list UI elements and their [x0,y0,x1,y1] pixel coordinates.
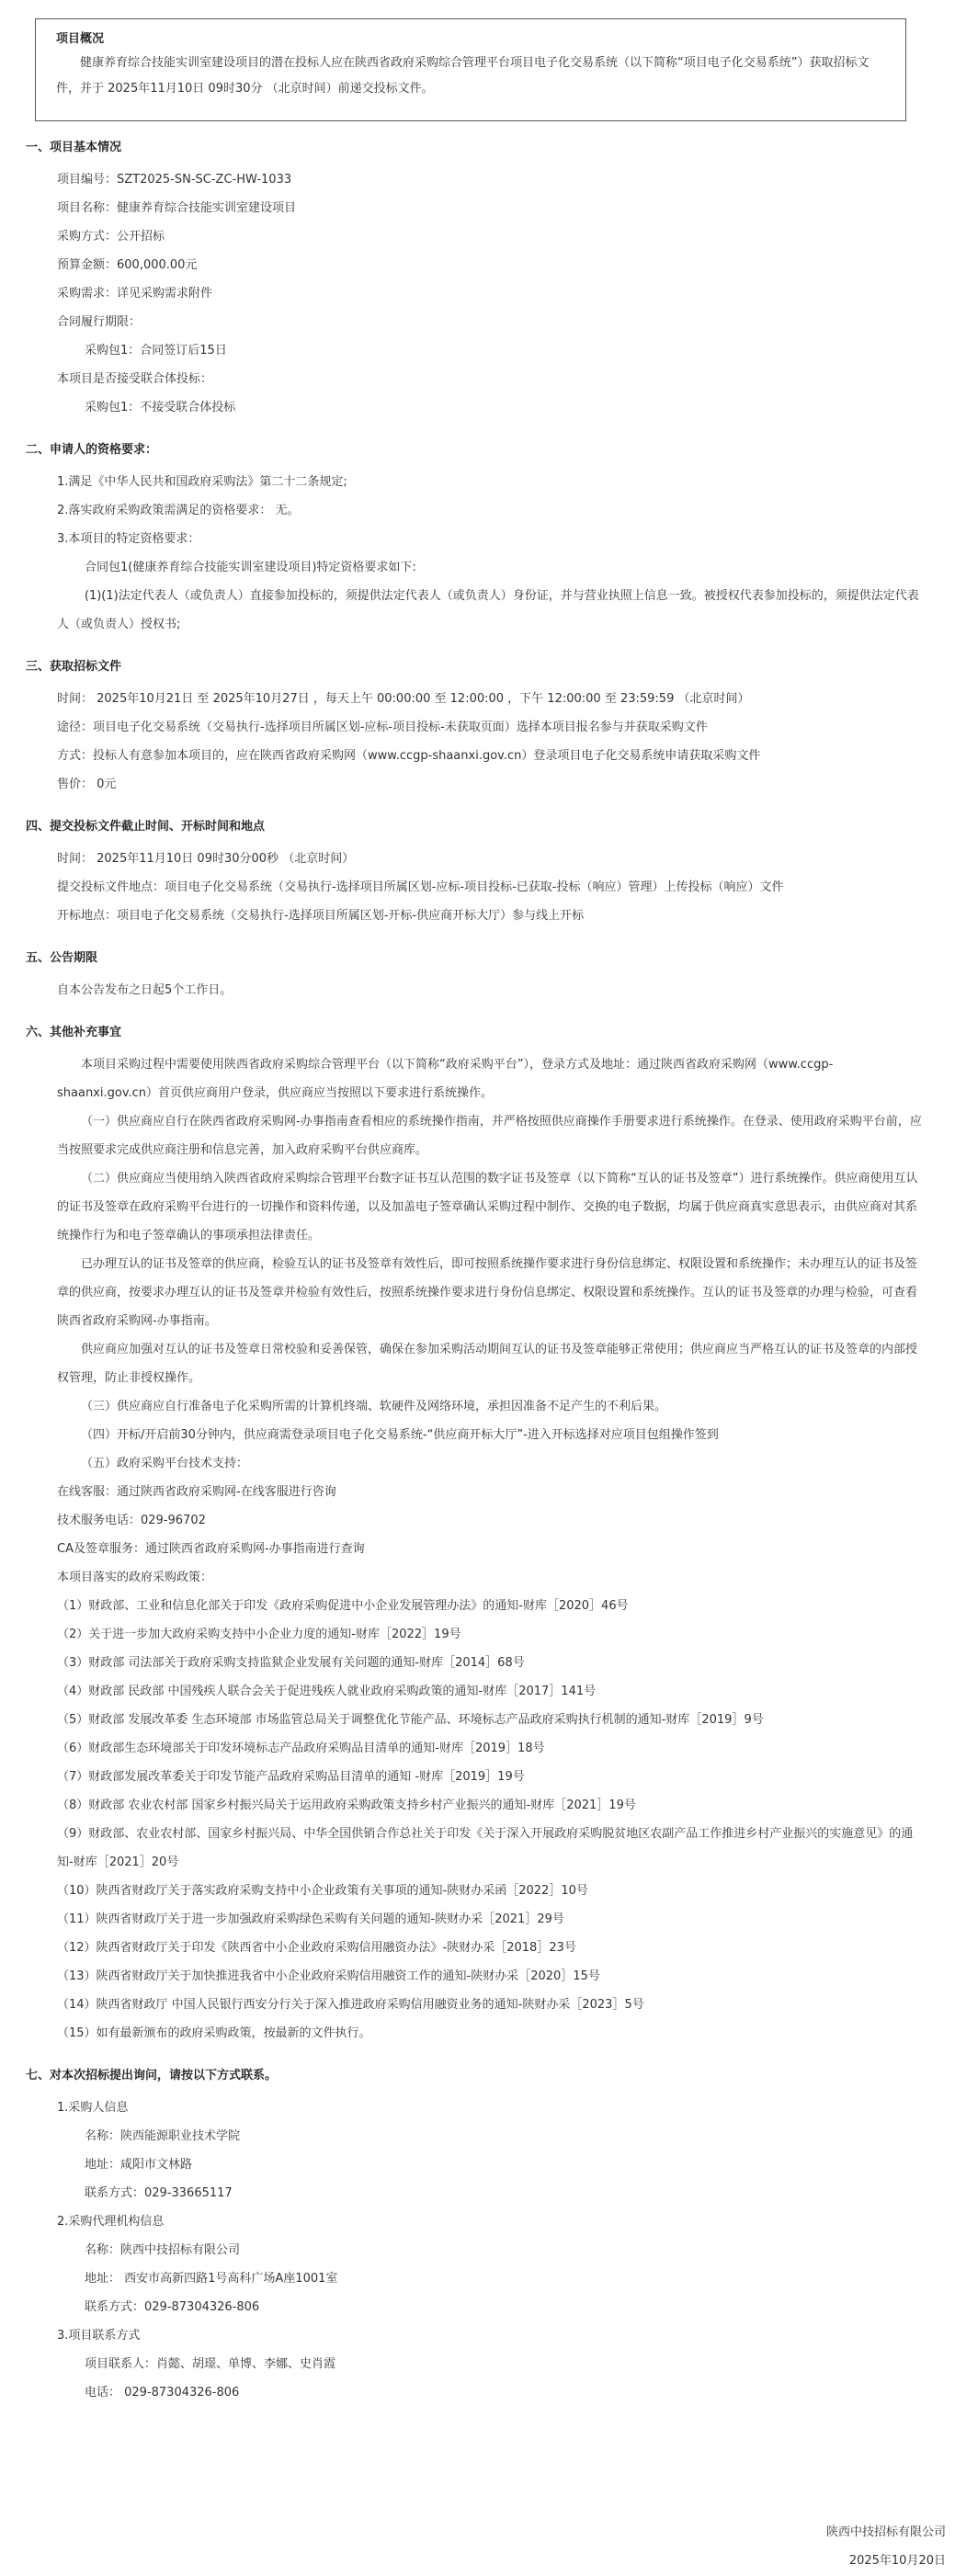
qualification-3: 3.本项目的特定资格要求： [57,532,200,546]
other-paragraph-certificate: （二）供应商应当使用纳入陕西省政府采购综合管理平台数字证书互认范围的数字证书及签章（以下简称“互认的证书及签章”）进行系统操作。供应商使用互认的证书及签章在政府采购平台进行的一切操作和资料传递，以及加盖电子签章确认采购过程中制作、交换的电子数据，均属于供应商真实意思表示，由供应商对其系统操作行为和电子签章确认的事项承担法律责任。 [57,1172,918,1243]
contact-heading: 3.项目联系方式 [57,2329,141,2343]
footer-organization: 陕西中技招标有限公司 [825,2525,946,2539]
project-number: 项目编号：SZT2025-SN-SC-ZC-HW-1033 [57,173,292,187]
policy-item: （6）财政部生态环境部关于印发环境标志产品政府采购品目清单的通知-财库［2019］18号 [57,1742,545,1755]
contact-phone: 电话： 029-87304326-806 [85,2386,240,2400]
footer-signature [578,2518,946,2575]
policy-item: （11）陕西省财政厅关于进一步加强政府采购绿色采购有关问题的通知-陕财办采［2021］29号 [57,1912,564,1926]
policy-item: （14）陕西省财政厅 中国人民银行西安分行关于深入推进政府采购信用融资业务的通知-陕财办采［2023］5号 [57,1998,644,2012]
policy-item: （1）财政部、工业和信息化部关于印发《政府采购促进中小企业发展管理办法》的通知-财库［2020］46号 [57,1599,629,1613]
purchaser-heading: 1.采购人信息 [57,2101,129,2115]
consortium-bidding: 本项目是否接受联合体投标： [57,372,213,386]
other-paragraph-platform: 本项目采购过程中需要使用陕西省政府采购综合管理平台（以下简称“政府采购平台”），登录方式及地址：通过陕西省政府采购网（www.ccgp-shaanxi.gov.cn）首页供应商用户登录，供应商应当按照以下要求进行系统操作。 [57,1058,834,1100]
section-title-contact: 七、对本次招标提出询问，请按以下方式联系。 [26,2069,278,2082]
obtain-method: 方式：投标人有意参加本项目的，应在陕西省政府采购网（www.ccgp-shaanxi.gov.cn）登录项目电子化交易系统申请获取采购文件 [57,749,761,763]
qualification-package-detail: (1)(1)法定代表人（或负责人）直接参加投标的，须提供法定代表人（或负责人）身份证，并与营业执照上信息一致。被授权代表参加投标的，须提供法定代表人（或负责人）授权书; [57,589,919,631]
other-paragraph-certificate-binding: 已办理互认的证书及签章的供应商，检验互认的证书及签章有效性后，即可按照系统操作要求进行身份信息绑定、权限设置和系统操作；未办理互认的证书及签章的供应商，按要求办理互认的证书及签章并检验有效性后，按照系统操作要求进行身份信息绑定、权限设置和系统操作。互认的证书及签章的办理与检验，可查看陕西省政府采购网-办事指南。 [57,1257,918,1328]
purchaser-name: 名称：陕西能源职业技术学院 [85,2129,241,2143]
announcement-content [26,138,925,2407]
section-title-obtain-documents: 三、获取招标文件 [26,660,122,674]
policy-item: （13）陕西省财政厅关于加快推进我省中小企业政府采购信用融资工作的通知-陕财办采［2020］15号 [57,1969,600,1983]
budget-amount: 预算金额：600,000.00元 [57,258,198,272]
qualification-1: 1.满足《中华人民共和国政府采购法》第二十二条规定; [57,475,347,489]
agency-name: 名称：陕西中技招标有限公司 [85,2243,241,2257]
contract-period: 合同履行期限： [57,315,142,329]
qualification-package-heading: 合同包1(健康养育综合技能实训室建设项目)特定资格要求如下: [85,561,416,574]
policy-item: （9）财政部、农业农村部、国家乡村振兴局、中华全国供销合作总社关于印发《关于深入开展政府采购脱贫地区农副产品工作推进乡村产业振兴的实施意见》的通知-财库［2021］20号 [57,1827,914,1869]
obtain-time: 时间： 2025年10月21日 至 2025年10月27日 ，每天上午 00:00:00 至 12:00:00 ，下午 12:00:00 至 23:59:59 （北京时间） [57,692,750,706]
deadline-time: 时间： 2025年11月10日 09时30分00秒 （北京时间） [57,852,355,866]
opening-location: 开标地点：项目电子化交易系统（交易执行-选择项目所属区划-开标-供应商开标大厅）参与线上开标 [57,909,585,923]
procurement-requirements: 采购需求：详见采购需求附件 [57,287,213,301]
overview-body: 健康养育综合技能实训室建设项目的潜在投标人应在陕西省政府采购综合管理平台项目电子化交易系统（以下简称“项目电子化交易系统”）获取招标文件，并于 2025年11月10日 09时30分 （北京时间）前递交投标文件。 [56,56,870,96]
other-paragraph-equipment: （三）供应商应自行准备电子化采购所需的计算机终端、软硬件及网络环境，承担因准备不足产生的不利后果。 [81,1400,667,1413]
consortium-bidding-package: 采购包1：不接受联合体投标 [85,401,236,414]
policy-item: （4）财政部 民政部 中国残疾人联合会关于促进残疾人就业政府采购政策的通知-财库［2017］141号 [57,1685,597,1698]
notice-period: 自本公告发布之日起5个工作日。 [57,983,233,997]
section-title-qualifications: 二、申请人的资格要求： [26,443,158,457]
section-title-notice-period: 五、公告期限 [26,951,98,965]
contact-persons: 项目联系人：肖懿、胡璟、单博、李娜、史肖霞 [85,2357,336,2371]
ca-service: CA及签章服务：通过陕西省政府采购网-办事指南进行查询 [57,1542,365,1556]
other-paragraph-signin: （四）开标/开启前30分钟内，供应商需登录项目电子化交易系统-“供应商开标大厅”-进入开标选择对应项目包组操作签到 [81,1428,719,1442]
submission-location: 提交投标文件地点：项目电子化交易系统（交易执行-选择项目所属区划-应标-项目投标-已获取-投标（响应）管理）上传投标（响应）文件 [57,880,784,894]
policy-item: （2）关于进一步加大政府采购支持中小企业力度的通知-财库［2022］19号 [57,1628,461,1641]
policy-item: （10）陕西省财政厅关于落实政府采购支持中小企业政策有关事项的通知-陕财办采函［2022］10号 [57,1884,588,1898]
procurement-method: 采购方式：公开招标 [57,230,165,244]
overview-title: 项目概况 [56,32,105,46]
other-paragraph-guide: （一）供应商应自行在陕西省政府采购网-办事指南查看相应的系统操作指南，并严格按照供应商操作手册要求进行系统操作。在登录、使用政府采购平台前，应当按照要求完成供应商注册和信息完善，加入政府采购平台供应商库。 [57,1115,922,1157]
agency-heading: 2.采购代理机构信息 [57,2215,165,2229]
policy-item: （12）陕西省财政厅关于印发《陕西省中小企业政府采购信用融资办法》-陕财办采［2018］23号 [57,1941,576,1955]
policy-item: （7）财政部发展改革委关于印发节能产品政府采购品目清单的通知 -财库［2019］19号 [57,1770,525,1784]
contract-period-package: 采购包1：合同签订后15日 [85,344,227,357]
obtain-price: 售价： 0元 [57,777,117,791]
project-name: 项目名称：健康养育综合技能实训室建设项目 [57,201,297,215]
purchaser-phone: 联系方式：029-33665117 [85,2186,233,2200]
policy-item: （15）如有最新颁布的政府采购政策，按最新的文件执行。 [57,2026,371,2040]
qualification-2: 2.落实政府采购政策需满足的资格要求： 无。 [57,504,300,517]
section-title-deadline: 四、提交投标文件截止时间、开标时间和地点 [26,820,266,834]
online-service: 在线客服：通过陕西省政府采购网-在线客服进行咨询 [57,1485,336,1499]
purchaser-address: 地址：咸阳市文林路 [85,2158,193,2172]
other-paragraph-tech-support: （五）政府采购平台技术支持： [81,1457,249,1470]
policy-item: （3）财政部 司法部关于政府采购支持监狱企业发展有关问题的通知-财库［2014］68号 [57,1656,525,1670]
footer-date: 2025年10月20日 [848,2554,946,2568]
section-title-basic-info: 一、项目基本情况 [26,141,122,154]
policy-item: （8）财政部 农业农村部 国家乡村振兴局关于运用政府采购政策支持乡村产业振兴的通知-财库［2021］19号 [57,1799,636,1812]
obtain-route: 途径：项目电子化交易系统（交易执行-选择项目所属区划-应标-项目投标-未获取页面）选择本项目报名参与并获取采购文件 [57,721,708,734]
section-title-other-matters: 六、其他补充事宜 [26,1026,122,1039]
agency-phone: 联系方式：029-87304326-806 [85,2300,260,2314]
policies-heading: 本项目落实的政府采购政策： [57,1571,213,1584]
policy-item: （5）财政部 发展改革委 生态环境部 市场监管总局关于调整优化节能产品、环境标志产品政府采购执行机制的通知-财库［2019］9号 [57,1713,764,1727]
other-paragraph-certificate-keeping: 供应商应加强对互认的证书及签章日常校验和妥善保管，确保在参加采购活动期间互认的证书及签章能够正常使用；供应商应当严格互认的证书及签章的内部授权管理，防止非授权操作。 [57,1343,918,1385]
tech-service-phone: 技术服务电话：029-96702 [57,1514,206,1527]
project-overview-box [35,18,906,121]
agency-address: 地址： 西安市高新四路1号高科广场A座1001室 [85,2272,338,2286]
